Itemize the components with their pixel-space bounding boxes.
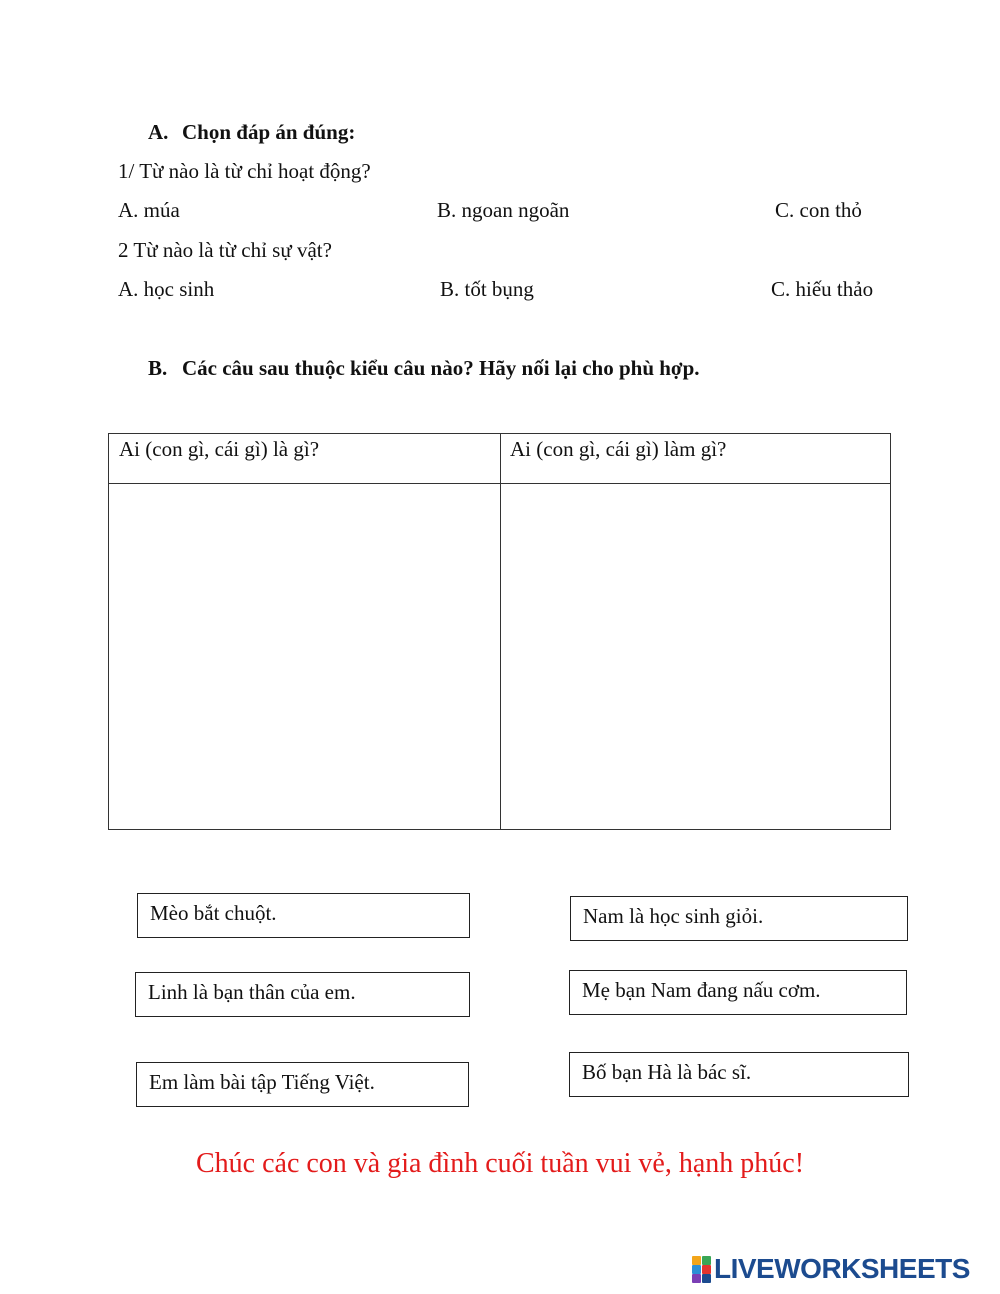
question-2-option-b[interactable]: B. tốt bụng [440,277,534,301]
section-a-title: Chọn đáp án đúng: [182,120,356,144]
column-header-la-gi: Ai (con gì, cái gì) là gì? [119,437,320,461]
liveworksheets-logo [692,1253,970,1285]
question-1-prompt: 1/ Từ nào là từ chỉ hoạt động? [118,159,371,183]
column-header-lam-gi: Ai (con gì, cái gì) làm gì? [510,437,727,461]
question-1-option-b[interactable]: B. ngoan ngoãn [437,198,570,222]
sentence-card[interactable]: Mẹ bạn Nam đang nấu cơm. [569,970,907,1015]
liveworksheets-logo-text: LIVEWORKSHEETS [714,1253,970,1284]
section-a-heading [148,120,355,145]
question-1-option-c[interactable]: C. con thỏ [775,198,862,222]
section-b-title: Các câu sau thuộc kiểu câu nào? Hãy nối lại cho phù hợp. [182,356,700,380]
question-2-option-c[interactable]: C. hiếu thảo [771,277,874,301]
section-a-label: A. [148,120,169,144]
question-1-option-a[interactable]: A. múa [118,198,180,222]
sentence-card[interactable]: Linh là bạn thân của em. [135,972,470,1017]
drop-zone-la-gi[interactable] [109,484,500,829]
question-2-option-a[interactable]: A. học sinh [118,277,215,301]
drop-zone-lam-gi[interactable] [501,484,890,829]
sentence-card[interactable]: Bố bạn Hà là bác sĩ. [569,1052,909,1097]
section-b-label: B. [148,356,168,380]
question-2-prompt: 2 Từ nào là từ chỉ sự vật? [118,238,332,262]
liveworksheets-logo-icon [692,1255,712,1283]
sentence-card[interactable]: Nam là học sinh giỏi. [570,896,908,941]
sentence-card[interactable]: Em làm bài tập Tiếng Việt. [136,1062,469,1107]
sentence-card[interactable]: Mèo bắt chuột. [137,893,470,938]
section-b-heading [148,356,700,381]
matching-table [108,433,891,830]
closing-message: Chúc các con và gia đình cuối tuần vui vẻ, hạnh phúc! [195,1148,805,1179]
